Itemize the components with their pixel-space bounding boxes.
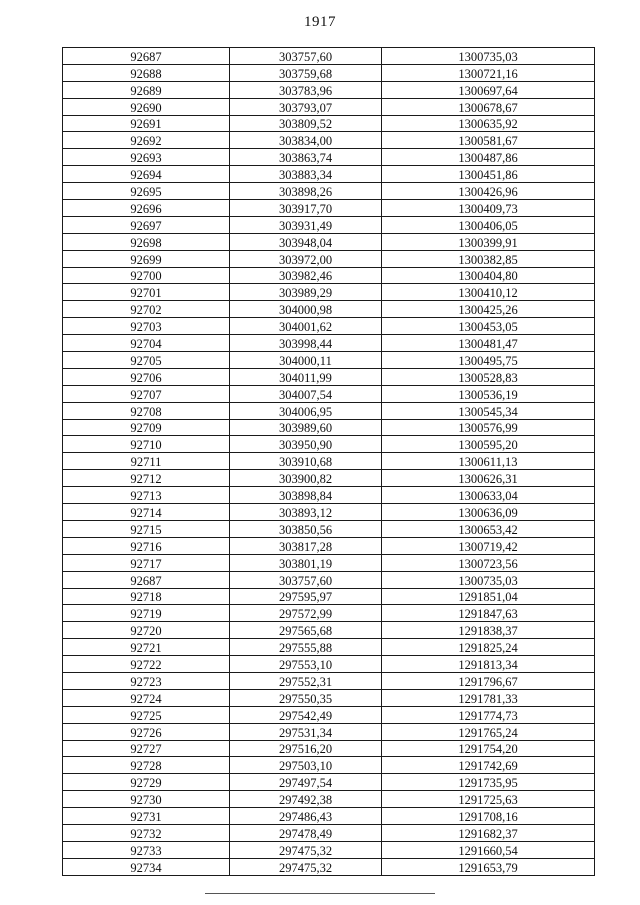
x-coordinate-cell: 297531,34 xyxy=(230,723,382,740)
point-number-cell: 92689 xyxy=(63,81,230,98)
y-coordinate-cell: 1300635,92 xyxy=(382,115,595,132)
table-row xyxy=(63,352,595,369)
table-row xyxy=(63,216,595,233)
bottom-rule xyxy=(205,893,435,894)
table-row xyxy=(63,470,595,487)
table-row xyxy=(63,419,595,436)
y-coordinate-cell: 1300723,56 xyxy=(382,554,595,571)
y-coordinate-cell: 1300678,67 xyxy=(382,98,595,115)
table-row xyxy=(63,808,595,825)
table-row xyxy=(63,98,595,115)
x-coordinate-cell: 303998,44 xyxy=(230,335,382,352)
x-coordinate-cell: 303834,00 xyxy=(230,132,382,149)
point-number-cell: 92719 xyxy=(63,605,230,622)
x-coordinate-cell: 297516,20 xyxy=(230,740,382,757)
y-coordinate-cell: 1291708,16 xyxy=(382,808,595,825)
point-number-cell: 92705 xyxy=(63,352,230,369)
point-number-cell: 92715 xyxy=(63,520,230,537)
y-coordinate-cell: 1300451,86 xyxy=(382,166,595,183)
table-row xyxy=(63,656,595,673)
table-row xyxy=(63,537,595,554)
x-coordinate-cell: 303759,68 xyxy=(230,64,382,81)
y-coordinate-cell: 1291725,63 xyxy=(382,791,595,808)
x-coordinate-cell: 304000,98 xyxy=(230,301,382,318)
point-number-cell: 92734 xyxy=(63,858,230,875)
y-coordinate-cell: 1300536,19 xyxy=(382,385,595,402)
page-number: 1917 xyxy=(304,14,336,30)
point-number-cell: 92706 xyxy=(63,368,230,385)
x-coordinate-cell: 297492,38 xyxy=(230,791,382,808)
point-number-cell: 92702 xyxy=(63,301,230,318)
x-coordinate-cell: 297595,97 xyxy=(230,588,382,605)
x-coordinate-cell: 303783,96 xyxy=(230,81,382,98)
x-coordinate-cell: 297555,88 xyxy=(230,639,382,656)
x-coordinate-cell: 303863,74 xyxy=(230,149,382,166)
y-coordinate-cell: 1300495,75 xyxy=(382,352,595,369)
point-number-cell: 92730 xyxy=(63,791,230,808)
point-number-cell: 92701 xyxy=(63,284,230,301)
x-coordinate-cell: 297553,10 xyxy=(230,656,382,673)
y-coordinate-cell: 1300382,85 xyxy=(382,250,595,267)
y-coordinate-cell: 1300721,16 xyxy=(382,64,595,81)
point-number-cell: 92691 xyxy=(63,115,230,132)
table-row xyxy=(63,858,595,875)
x-coordinate-cell: 303817,28 xyxy=(230,537,382,554)
table-row xyxy=(63,672,595,689)
point-number-cell: 92707 xyxy=(63,385,230,402)
table-row xyxy=(63,436,595,453)
y-coordinate-cell: 1300528,83 xyxy=(382,368,595,385)
x-coordinate-cell: 303793,07 xyxy=(230,98,382,115)
x-coordinate-cell: 303910,68 xyxy=(230,453,382,470)
y-coordinate-cell: 1300735,03 xyxy=(382,48,595,65)
table-row xyxy=(63,115,595,132)
x-coordinate-cell: 303850,56 xyxy=(230,520,382,537)
table-row xyxy=(63,689,595,706)
x-coordinate-cell: 303917,70 xyxy=(230,200,382,217)
x-coordinate-cell: 304001,62 xyxy=(230,318,382,335)
y-coordinate-cell: 1291825,24 xyxy=(382,639,595,656)
y-coordinate-cell: 1300581,67 xyxy=(382,132,595,149)
point-number-cell: 92728 xyxy=(63,757,230,774)
table-row xyxy=(63,520,595,537)
point-number-cell: 92698 xyxy=(63,233,230,250)
x-coordinate-cell: 303757,60 xyxy=(230,48,382,65)
y-coordinate-cell: 1300735,03 xyxy=(382,571,595,588)
point-number-cell: 92692 xyxy=(63,132,230,149)
table-row xyxy=(63,318,595,335)
point-number-cell: 92697 xyxy=(63,216,230,233)
table-row xyxy=(63,132,595,149)
x-coordinate-cell: 303900,82 xyxy=(230,470,382,487)
x-coordinate-cell: 303989,29 xyxy=(230,284,382,301)
table-row xyxy=(63,639,595,656)
point-number-cell: 92699 xyxy=(63,250,230,267)
table-row xyxy=(63,267,595,284)
point-number-cell: 92708 xyxy=(63,402,230,419)
x-coordinate-cell: 303809,52 xyxy=(230,115,382,132)
y-coordinate-cell: 1300426,96 xyxy=(382,183,595,200)
y-coordinate-cell: 1300611,13 xyxy=(382,453,595,470)
x-coordinate-cell: 297475,32 xyxy=(230,841,382,858)
table-body xyxy=(63,48,595,876)
point-number-cell: 92733 xyxy=(63,841,230,858)
table-row xyxy=(63,250,595,267)
y-coordinate-cell: 1291847,63 xyxy=(382,605,595,622)
y-coordinate-cell: 1300636,09 xyxy=(382,504,595,521)
point-number-cell: 92727 xyxy=(63,740,230,757)
point-number-cell: 92711 xyxy=(63,453,230,470)
point-number-cell: 92704 xyxy=(63,335,230,352)
y-coordinate-cell: 1300425,26 xyxy=(382,301,595,318)
point-number-cell: 92713 xyxy=(63,487,230,504)
table-row xyxy=(63,64,595,81)
table-row xyxy=(63,740,595,757)
x-coordinate-cell: 297565,68 xyxy=(230,622,382,639)
y-coordinate-cell: 1300404,80 xyxy=(382,267,595,284)
y-coordinate-cell: 1300697,64 xyxy=(382,81,595,98)
point-number-cell: 92709 xyxy=(63,419,230,436)
table-row xyxy=(63,487,595,504)
table-row xyxy=(63,48,595,65)
table-row xyxy=(63,588,595,605)
point-number-cell: 92724 xyxy=(63,689,230,706)
table-row xyxy=(63,723,595,740)
point-number-cell: 92729 xyxy=(63,774,230,791)
point-number-cell: 92721 xyxy=(63,639,230,656)
point-number-cell: 92710 xyxy=(63,436,230,453)
x-coordinate-cell: 303757,60 xyxy=(230,571,382,588)
x-coordinate-cell: 303801,19 xyxy=(230,554,382,571)
x-coordinate-cell: 297552,31 xyxy=(230,672,382,689)
y-coordinate-cell: 1300409,73 xyxy=(382,200,595,217)
x-coordinate-cell: 297478,49 xyxy=(230,824,382,841)
coordinates-table xyxy=(62,47,595,876)
y-coordinate-cell: 1300576,99 xyxy=(382,419,595,436)
y-coordinate-cell: 1300410,12 xyxy=(382,284,595,301)
point-number-cell: 92687 xyxy=(63,571,230,588)
y-coordinate-cell: 1291735,95 xyxy=(382,774,595,791)
table-row xyxy=(63,301,595,318)
coordinates-table-container xyxy=(62,47,594,876)
point-number-cell: 92720 xyxy=(63,622,230,639)
point-number-cell: 92700 xyxy=(63,267,230,284)
y-coordinate-cell: 1300481,47 xyxy=(382,335,595,352)
y-coordinate-cell: 1300626,31 xyxy=(382,470,595,487)
x-coordinate-cell: 303948,04 xyxy=(230,233,382,250)
y-coordinate-cell: 1300406,05 xyxy=(382,216,595,233)
table-row xyxy=(63,791,595,808)
x-coordinate-cell: 303950,90 xyxy=(230,436,382,453)
x-coordinate-cell: 297475,32 xyxy=(230,858,382,875)
x-coordinate-cell: 303898,26 xyxy=(230,183,382,200)
x-coordinate-cell: 303883,34 xyxy=(230,166,382,183)
point-number-cell: 92732 xyxy=(63,824,230,841)
table-row xyxy=(63,200,595,217)
y-coordinate-cell: 1300399,91 xyxy=(382,233,595,250)
table-row xyxy=(63,284,595,301)
table-row xyxy=(63,622,595,639)
table-row xyxy=(63,233,595,250)
table-row xyxy=(63,757,595,774)
x-coordinate-cell: 297486,43 xyxy=(230,808,382,825)
y-coordinate-cell: 1300487,86 xyxy=(382,149,595,166)
y-coordinate-cell: 1291682,37 xyxy=(382,824,595,841)
point-number-cell: 92716 xyxy=(63,537,230,554)
table-row xyxy=(63,166,595,183)
table-row xyxy=(63,81,595,98)
point-number-cell: 92703 xyxy=(63,318,230,335)
x-coordinate-cell: 304011,99 xyxy=(230,368,382,385)
point-number-cell: 92718 xyxy=(63,588,230,605)
y-coordinate-cell: 1300453,05 xyxy=(382,318,595,335)
point-number-cell: 92717 xyxy=(63,554,230,571)
point-number-cell: 92695 xyxy=(63,183,230,200)
y-coordinate-cell: 1291796,67 xyxy=(382,672,595,689)
point-number-cell: 92722 xyxy=(63,656,230,673)
y-coordinate-cell: 1291653,79 xyxy=(382,858,595,875)
y-coordinate-cell: 1300545,34 xyxy=(382,402,595,419)
y-coordinate-cell: 1291742,69 xyxy=(382,757,595,774)
point-number-cell: 92723 xyxy=(63,672,230,689)
x-coordinate-cell: 303898,84 xyxy=(230,487,382,504)
x-coordinate-cell: 297497,54 xyxy=(230,774,382,791)
y-coordinate-cell: 1291838,37 xyxy=(382,622,595,639)
y-coordinate-cell: 1291851,04 xyxy=(382,588,595,605)
table-row xyxy=(63,571,595,588)
x-coordinate-cell: 303931,49 xyxy=(230,216,382,233)
point-number-cell: 92694 xyxy=(63,166,230,183)
x-coordinate-cell: 297542,49 xyxy=(230,706,382,723)
point-number-cell: 92690 xyxy=(63,98,230,115)
x-coordinate-cell: 304007,54 xyxy=(230,385,382,402)
point-number-cell: 92693 xyxy=(63,149,230,166)
table-row xyxy=(63,824,595,841)
table-row xyxy=(63,453,595,470)
y-coordinate-cell: 1291813,34 xyxy=(382,656,595,673)
table-row xyxy=(63,402,595,419)
x-coordinate-cell: 303982,46 xyxy=(230,267,382,284)
x-coordinate-cell: 303972,00 xyxy=(230,250,382,267)
y-coordinate-cell: 1300653,42 xyxy=(382,520,595,537)
point-number-cell: 92731 xyxy=(63,808,230,825)
table-row xyxy=(63,554,595,571)
point-number-cell: 92687 xyxy=(63,48,230,65)
table-row xyxy=(63,149,595,166)
x-coordinate-cell: 303989,60 xyxy=(230,419,382,436)
table-row xyxy=(63,706,595,723)
x-coordinate-cell: 304000,11 xyxy=(230,352,382,369)
y-coordinate-cell: 1291774,73 xyxy=(382,706,595,723)
y-coordinate-cell: 1291781,33 xyxy=(382,689,595,706)
point-number-cell: 92726 xyxy=(63,723,230,740)
table-row xyxy=(63,841,595,858)
point-number-cell: 92725 xyxy=(63,706,230,723)
y-coordinate-cell: 1291765,24 xyxy=(382,723,595,740)
x-coordinate-cell: 304006,95 xyxy=(230,402,382,419)
table-row xyxy=(63,183,595,200)
y-coordinate-cell: 1300595,20 xyxy=(382,436,595,453)
point-number-cell: 92688 xyxy=(63,64,230,81)
table-row xyxy=(63,335,595,352)
y-coordinate-cell: 1300633,04 xyxy=(382,487,595,504)
x-coordinate-cell: 297503,10 xyxy=(230,757,382,774)
table-row xyxy=(63,385,595,402)
point-number-cell: 92712 xyxy=(63,470,230,487)
x-coordinate-cell: 297572,99 xyxy=(230,605,382,622)
x-coordinate-cell: 303893,12 xyxy=(230,504,382,521)
table-row xyxy=(63,605,595,622)
table-row xyxy=(63,368,595,385)
x-coordinate-cell: 297550,35 xyxy=(230,689,382,706)
point-number-cell: 92696 xyxy=(63,200,230,217)
y-coordinate-cell: 1291754,20 xyxy=(382,740,595,757)
point-number-cell: 92714 xyxy=(63,504,230,521)
table-row xyxy=(63,504,595,521)
y-coordinate-cell: 1291660,54 xyxy=(382,841,595,858)
y-coordinate-cell: 1300719,42 xyxy=(382,537,595,554)
table-row xyxy=(63,774,595,791)
